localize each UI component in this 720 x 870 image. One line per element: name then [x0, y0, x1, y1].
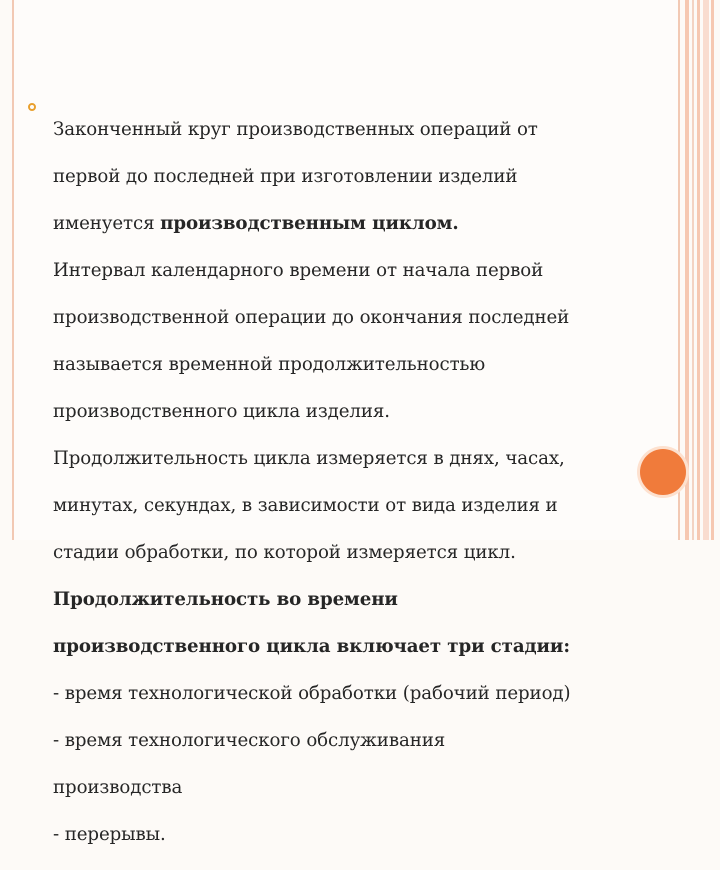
- decor-stripe: [711, 0, 714, 540]
- slide-body-text: [53, 94, 633, 870]
- text-line: производственной операции до окончания последней: [53, 306, 570, 328]
- text-line: [53, 212, 633, 236]
- text-line: производства: [53, 776, 183, 798]
- list-item: - перерывы.: [53, 823, 166, 845]
- bullet-icon: [28, 103, 36, 111]
- decor-stripe: [697, 0, 700, 540]
- text-line: Интервал календарного времени от начала первой: [53, 259, 544, 281]
- text-line-bold: [53, 588, 633, 612]
- list-item: - время технологической обработки (рабочий период): [53, 682, 571, 704]
- text-line-bold: [53, 635, 633, 659]
- text-line: Законченный круг производственных операций от: [53, 118, 538, 140]
- text-line: Продолжительность цикла измеряется в днях, часах,: [53, 447, 565, 469]
- decor-stripe: [685, 0, 689, 540]
- bold-text: производственного цикла включает три стадии:: [53, 635, 570, 657]
- text-span: именуется: [53, 212, 161, 234]
- text-line: стадии обработки, по которой измеряется цикл.: [53, 541, 516, 563]
- text-line: производственного цикла изделия.: [53, 400, 390, 422]
- decor-stripe: [692, 0, 694, 540]
- bold-text: Продолжительность во времени: [53, 588, 398, 610]
- bold-term: производственным циклом.: [160, 212, 459, 234]
- text-line: минутах, секундах, в зависимости от вида изделия и: [53, 494, 558, 516]
- decor-stripe: [703, 0, 709, 540]
- list-item: - время технологического обслуживания: [53, 729, 446, 751]
- text-line: называется временной продолжительностью: [53, 353, 486, 375]
- text-line: первой до последней при изготовлении изделий: [53, 165, 518, 187]
- decorative-circle: [640, 449, 686, 495]
